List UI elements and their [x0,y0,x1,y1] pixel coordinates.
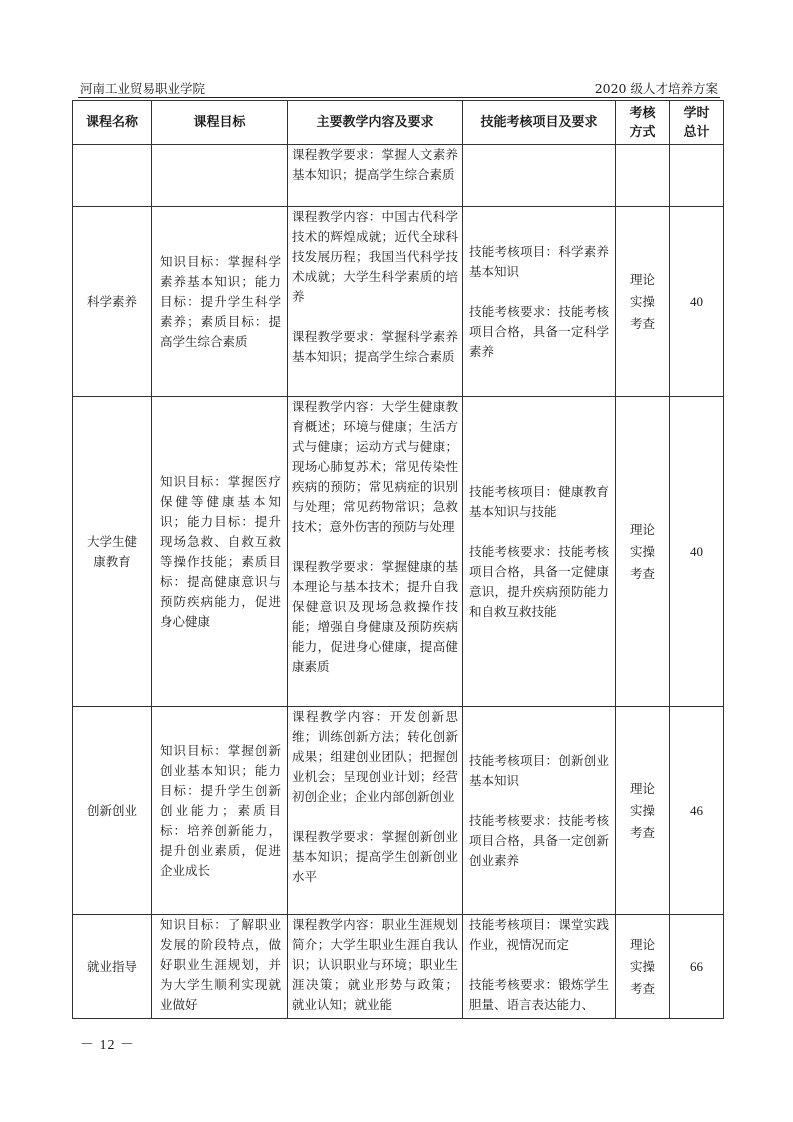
content-requirement: 课程教学要求：掌握健康的基本理论与基本技术；提升自我保健意识及现场急救操作技能；增强自身健康及预防疾病能力，促进身心健康，提高健康素质 [292,559,458,674]
table-row [73,397,724,707]
skill-requirement: 技能考核要求：技能考核项目合格，具备一定科学素养 [469,303,609,359]
page-number: － 12 － [80,1038,135,1053]
content-requirement: 课程教学要求：掌握科学素养基本知识；提高学生综合素质 [292,329,458,364]
course-content [288,145,463,207]
assessment-method: 理论 实操 考查 [616,397,670,707]
skill-assessment [463,915,616,1019]
course-goal: 知识目标：掌握医疗保健等健康基本知识；能力目标：提升现场急救、自救互救等操作技能；素质目标：提高健康意识与预防疾病能力，促进身心健康 [152,397,288,707]
col-header-skill: 技能考核项目及要求 [463,101,616,145]
skill-item: 技能考核项目：科学素养基本知识 [469,243,609,279]
assessment-method: 理论 实操 考查 [616,707,670,915]
course-name: 科学素养 [73,207,152,397]
table-header-row [73,101,724,145]
course-name: 创新创业 [73,707,152,915]
skill-item: 技能考核项目：创新创业基本知识 [469,752,609,788]
col-header-method: 考核 方式 [616,101,670,145]
course-name: 大学生健 康教育 [73,397,152,707]
table-row [73,207,724,397]
col-header-content: 主要教学内容及要求 [288,101,463,145]
skill-assessment [463,707,616,915]
content-teaching: 课程教学内容：大学生健康教育概述；环境与健康；生活方式与健康；运动方式与健康；现场心肺复苏术；常见传染性疾病的预防；常见病症的识别与处理；常见药物常识；急救技术；意外伤害的预防与处理 [292,399,458,534]
page-header [78,79,720,98]
content-requirement: 课程教学要求：掌握创新创业基本知识；提高学生创新创业水平 [292,829,458,884]
skill-requirement: 技能考核要求：技能考核项目合格，具备一定创新创业素养 [469,812,609,868]
course-content [288,207,463,397]
skill-assessment [463,207,616,397]
header-institution: 河南工业贸易职业学院 [80,81,206,96]
course-goal: 知识目标：掌握创新创业基本知识；能力目标：提升学生创新创业能力；素质目标：培养创新能力，提升创业素质，促进企业成长 [152,707,288,915]
table-row [73,145,724,207]
assessment-method [616,145,670,207]
assessment-method: 理论 实操 考查 [616,207,670,397]
col-header-goal: 课程目标 [152,101,288,145]
table-row [73,915,724,1019]
total-hours: 40 [670,207,724,397]
course-content [288,707,463,915]
course-content [288,915,463,1019]
total-hours: 46 [670,707,724,915]
total-hours: 66 [670,915,724,1019]
content-requirement: 课程教学要求：掌握人文素养基本知识；提高学生综合素质 [292,147,458,182]
course-name: 就业指导 [73,915,152,1019]
curriculum-table [72,100,724,1019]
course-goal [152,145,288,207]
header-document-title: 2020 级人才培养方案 [594,81,718,96]
skill-assessment [463,397,616,707]
content-teaching: 课程教学内容：开发创新思维；训练创新方法；转化创新成果；组建创业团队；把握创业机会；呈现创业计划；经营初创企业；企业内部创新创业 [292,709,458,804]
course-name [73,145,152,207]
skill-requirement: 技能考核要求：锻炼学生胆量、语言表达能力、 [469,977,609,1012]
skill-item: 技能考核项目：健康教育基本知识与技能 [469,483,609,519]
skill-assessment [463,145,616,207]
course-goal: 知识目标：了解职业发展的阶段特点，做好职业生涯规划，并为大学生顺利实现就业做好 [152,915,288,1019]
skill-item: 技能考核项目：课堂实践作业，视情况而定 [469,917,609,952]
content-teaching: 课程教学内容：职业生涯规划简介；大学生职业生涯自我认识；认识职业与环境；职业生涯决策；就业形势与政策； 就业认知；就业能 [292,917,458,1012]
total-hours: 40 [670,397,724,707]
course-content [288,397,463,707]
table-row [73,707,724,915]
total-hours [670,145,724,207]
assessment-method: 理论 实操 考查 [616,915,670,1019]
course-goal: 知识目标：掌握科学素养基本知识；能力目标：提升学生科学素养；素质目标：提高学生综合素质 [152,207,288,397]
col-header-hours: 学时 总计 [670,101,724,145]
skill-requirement: 技能考核要求：技能考核项目合格，具备一定健康意识，提升疾病预防能力和自救互救技能 [469,543,609,619]
col-header-name: 课程名称 [73,101,152,145]
content-teaching: 课程教学内容：中国古代科学技术的辉煌成就；近代全球科技发展历程；我国当代科学技术成就；大学生科学素质的培养 [292,209,458,304]
